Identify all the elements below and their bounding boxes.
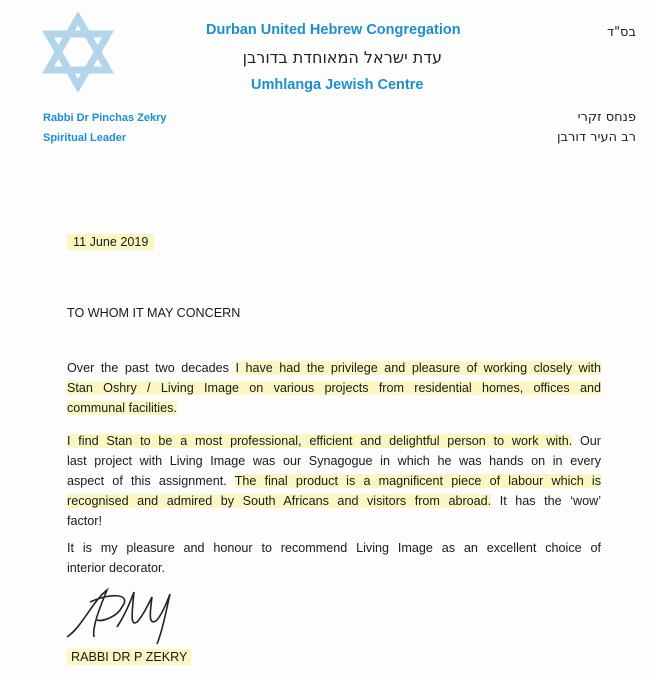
org-name: Durban United Hebrew Congregation [206,22,461,38]
signature-image [62,582,192,647]
body-line [67,452,601,470]
bsd-mark: בס"ד [606,25,636,40]
letter-date [67,233,154,251]
signatory-name [67,648,191,666]
highlighted-text: communal facilities. [67,401,177,415]
body-line [67,432,601,450]
rabbi-name-hebrew: פנחס זקרי [577,110,636,125]
rabbi-title: Spiritual Leader [43,132,127,144]
star-of-david-icon [38,12,118,92]
centre-name: Umhlanga Jewish Centre [251,77,424,93]
body-text: aspect of this assignment. [67,474,235,488]
body-line [67,379,601,397]
rabbi-title-hebrew: רב העיר דורבן [556,130,636,145]
body-text: It has the ‘wow’ [491,494,601,508]
signatory-text: RABBI DR P ZEKRY [67,649,191,665]
body-text: It is my pleasure and honour to recommend Living Image as an excellent choice of [67,541,601,555]
body-line [67,359,601,377]
org-name-hebrew: עדת ישראל המאוחדת בדורבן [242,48,442,67]
body-line [67,539,601,557]
highlighted-text: I find Stan to be a most professional, efficient and delightful person to work with. [67,434,573,448]
body-line [67,399,601,417]
body-line [67,512,601,530]
rabbi-name: Rabbi Dr Pinchas Zekry [43,112,167,124]
highlighted-text: recognised and admired by South Africans and visitors from abroad. [67,494,492,508]
highlighted-text: Stan Oshry / Living Image on various projects from residential homes, offices and [67,381,601,395]
body-text: interior decorator. [67,561,166,575]
body-line [67,559,601,577]
highlighted-text: I have had the privilege and pleasure of working closely with [235,361,602,375]
date-text: 11 June 2019 [67,234,154,250]
body-line [67,472,601,490]
body-text: last project with Living Image was our Synagogue in which he was hands on in every [67,454,601,468]
highlighted-text: The final product is a magnificent piece of labour which is [234,474,602,488]
body-line [67,492,601,510]
body-text: factor! [67,514,102,528]
body-text: Our [572,434,601,448]
salutation: TO WHOM IT MAY CONCERN [67,306,241,320]
body-text: Over the past two decades [67,361,236,375]
